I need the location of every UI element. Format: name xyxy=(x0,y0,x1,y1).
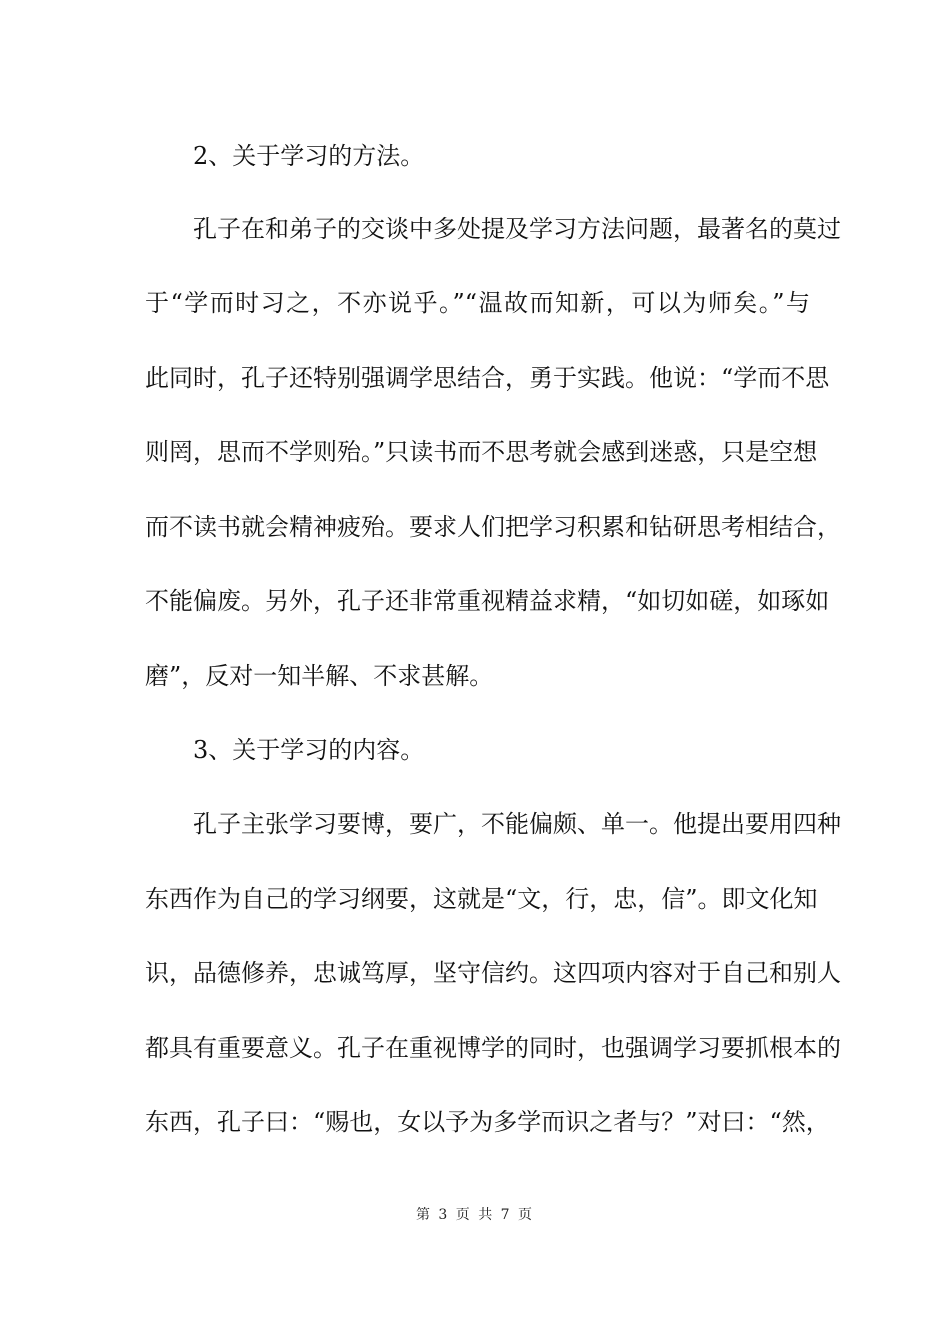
paragraph-line: 都具有重要意义。孔子在重视博学的同时，也强调学习要抓根本的 xyxy=(145,1034,841,1062)
paragraph-line: 孔子在和弟子的交谈中多处提及学习方法问题，最著名的莫过 xyxy=(193,215,841,243)
paragraph-line: 东西，孔子曰：“赐也，女以予为多学而识之者与？”对曰：“然， xyxy=(145,1108,830,1136)
paragraph-line: 不能偏废。另外，孔子还非常重视精益求精，“如切如磋，如琢如 xyxy=(145,587,830,615)
paragraph-line: 磨”，反对一知半解、不求甚解。 xyxy=(145,662,494,690)
paragraph-line: 于“学而时习之，不亦说乎。”“温故而知新，可以为师矣。”与 xyxy=(145,289,810,317)
paragraph-line: 识，品德修养，忠诚笃厚，坚守信约。这四项内容对于自己和别人 xyxy=(145,959,841,987)
page-footer xyxy=(0,1205,950,1225)
paragraph-line: 而不读书就会精神疲殆。要求人们把学习积累和钻研思考相结合， xyxy=(145,513,841,541)
section-3-heading: 3、关于学习的内容。 xyxy=(193,736,425,764)
paragraph-line: 孔子主张学习要博，要广，不能偏颇、单一。他提出要用四种 xyxy=(193,810,841,838)
paragraph-line: 东西作为自己的学习纲要，这就是“文，行，忠，信”。即文化知 xyxy=(145,885,818,913)
paragraph-line: 此同时，孔子还特别强调学思结合，勇于实践。他说：“学而不思 xyxy=(145,364,830,392)
page-number-label: 第 3 页 共 7 页 xyxy=(415,1207,535,1223)
section-2-heading: 2、关于学习的方法。 xyxy=(193,142,425,170)
paragraph-line: 则罔，思而不学则殆。”只读书而不思考就会感到迷惑，只是空想 xyxy=(145,438,818,466)
